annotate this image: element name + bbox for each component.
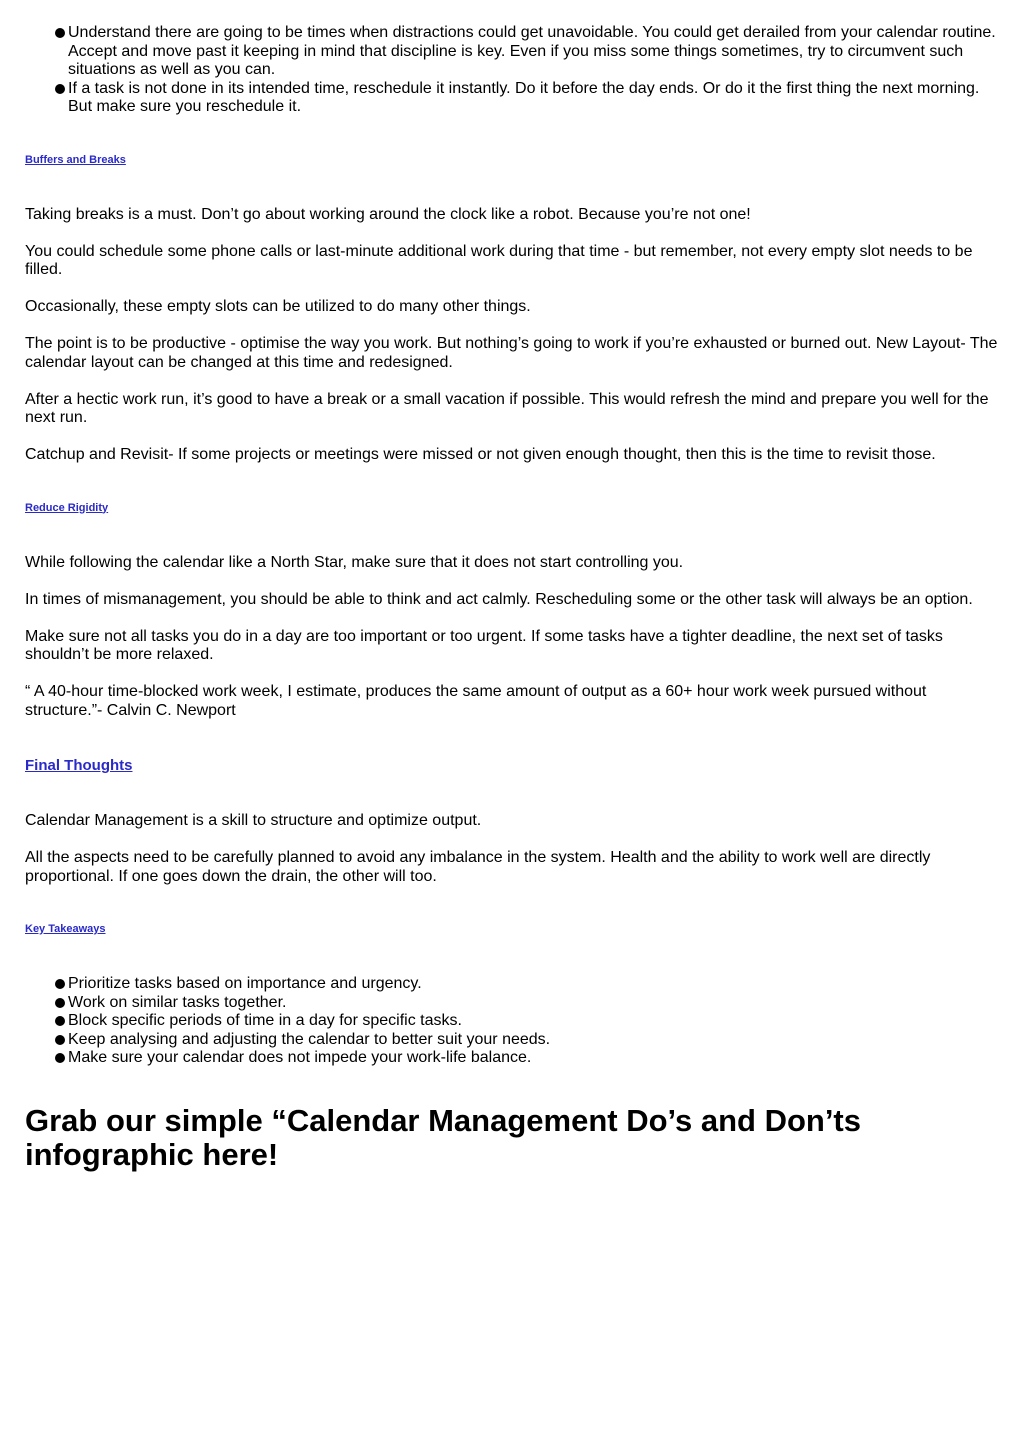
bullet-icon [55,84,65,94]
list-item [55,994,1001,1013]
list-item-text: Work on similar tasks together. [68,993,287,1011]
bullet-icon [55,998,65,1008]
list-item [55,1012,1001,1031]
heading-link-buffers-and-breaks[interactable]: Buffers and Breaks [25,153,126,166]
bullet-icon [55,979,65,989]
list-item-text: If a task is not done in its intended time, reschedule it instantly. Do it before the day ends. Or do it the first thing the next morning. But make sure you reschedule it. [68,79,980,115]
heading-link-reduce-rigidity[interactable]: Reduce Rigidity [25,501,109,514]
list-item-text: Understand there are going to be times when distractions could get unavoidable. You could get derailed from your calendar routine. Accept and move past it keeping in mind that discipline is key. Even if you miss some things sometimes, try to circumvent such situations as well as you can. [68,24,996,78]
bullet-icon [55,1053,65,1063]
list-item [55,80,1001,117]
heading-link-final-thoughts[interactable]: Final Thoughts [25,757,133,774]
paragraph: Catchup and Revisit- If some projects or meetings were missed or not given enough thought, then this is the time to revisit those. [25,446,936,463]
paragraph: The point is to be productive - optimise the way you work. But nothing’s going to work if you’re exhausted or burned out. New Layout- The calendar layout can be changed at this time and redesigned. [25,335,998,371]
list-item-text: Block specific periods of time in a day for specific tasks. [68,1012,462,1029]
list-item-text: Prioritize tasks based on importance and urgency. [68,975,422,992]
paragraph: After a hectic work run, it’s good to have a break or a small vacation if possible. This would refresh the mind and prepare you well for the next run. [25,390,989,426]
takeaways-list [25,975,1001,1068]
bullet-icon [55,1035,65,1045]
paragraph: Occasionally, these empty slots can be utilized to do many other things. [25,298,531,315]
document-page [25,24,1001,1172]
bullet-icon [55,28,65,38]
list-item [55,1031,1001,1050]
paragraph: While following the calendar like a North Star, make sure that it does not start controlling you. [25,553,684,571]
list-item-text: Keep analysing and adjusting the calendar to better suit your needs. [68,1030,551,1048]
paragraph: In times of mismanagement, you should be able to think and act calmly. Rescheduling some or the other task will always be an option. [25,590,973,608]
list-item-text: Make sure your calendar does not impede your work-life balance. [68,1049,532,1066]
list-item [55,24,1001,80]
top-bullet-list [25,24,1001,117]
list-item [55,975,1001,994]
paragraph: You could schedule some phone calls or last-minute additional work during that time - but remember, not every empty slot needs to be filled. [25,242,973,278]
paragraph: Calendar Management is a skill to structure and optimize output. [25,812,482,829]
list-item [55,1049,1001,1068]
paragraph: Make sure not all tasks you do in a day are too important or too urgent. If some tasks have a tighter deadline, the next set of tasks shouldn’t be more relaxed. [25,627,943,663]
paragraph: “ A 40-hour time-blocked work week, I estimate, produces the same amount of output as a 60+ hour work week pursued without structure.”- Calvin C. Newport [25,683,927,719]
paragraph: Taking breaks is a must. Don’t go about working around the clock like a robot. Because you’re not one! [25,205,751,223]
bullet-icon [55,1016,65,1026]
infographic-cta-heading: Grab our simple “Calendar Management Do’s and Don’ts infographic here! [25,1102,862,1172]
paragraph: All the aspects need to be carefully planned to avoid any imbalance in the system. Health and the ability to work well are directly proportional. If one goes down the drain, the other will too. [25,849,931,885]
heading-link-key-takeaways[interactable]: Key Takeaways [25,923,106,935]
